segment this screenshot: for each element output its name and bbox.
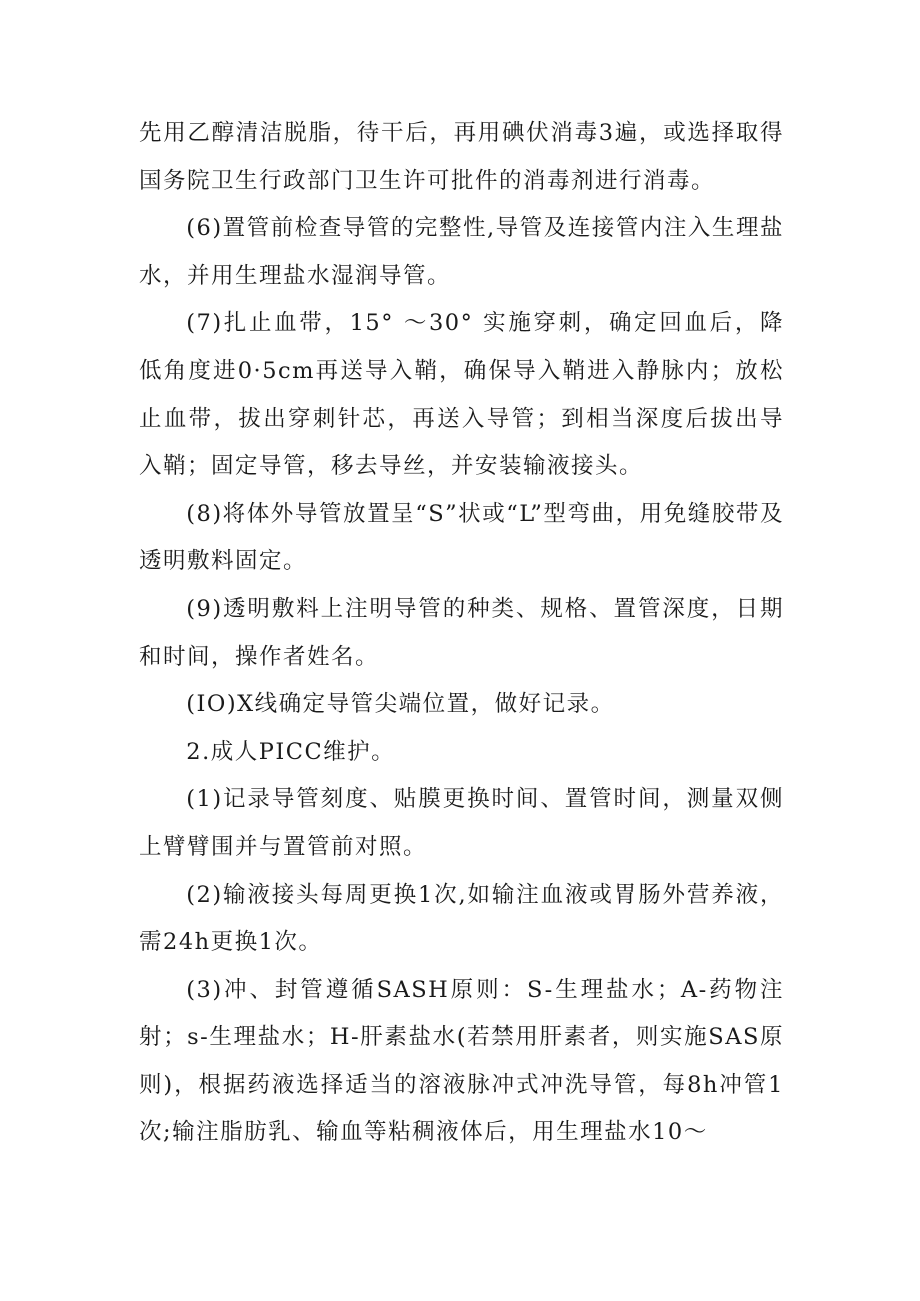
paragraph-step-9: (9)透明敷料上注明导管的种类、规格、置管深度，日期和时间，操作者姓名。 [139,595,784,670]
paragraph-step-6: (6)置管前检查导管的完整性,导管及连接管内注入生理盐水，并用生理盐水湿润导管。 [139,215,784,289]
section-heading-picc-maintenance: 2.成人PICC维护。 [186,738,396,765]
document-body [139,110,784,1157]
paragraph-step-8: (8)将体外导管放置呈“S”状或“L”型弯曲，用免缝胶带及透明敷料固定。 [139,500,784,575]
paragraph-maintenance-1: (1)记录导管刻度、贴膜更换时间、置管时间，测量双侧上臂臂围并与置管前对照。 [139,786,784,860]
paragraph-maintenance-3: (3)冲、封管遵循SASH原则：S-生理盐水；A-药物注射；s-生理盐水；H-肝素盐水(若禁用肝素者，则实施SAS原则)，根据药液选择适当的溶液脉冲式冲洗导管，每8h冲管1次;输注脂肪乳、输血等粘稠液体后，用生理盐水10～ [139,976,784,1146]
paragraph-maintenance-2: (2)输液接头每周更换1次,如输注血液或胃肠外营养液，需24h更换1次。 [139,881,784,956]
paragraph-continued-disinfection: 先用乙醇清洁脱脂，待干后，再用碘伏消毒3遍，或选择取得国务院卫生行政部门卫生许可批件的消毒剂进行消毒。 [139,120,784,194]
paragraph-step-10: (IO)X线确定导管尖端位置，做好记录。 [186,691,615,718]
paragraph-step-7: (7)扎止血带，15° ～30° 实施穿刺，确定回血后，降低角度进0·5cm再送导入鞘，确保导入鞘进入静脉内；放松止血带，拔出穿刺针芯，再送入导管；到相当深度后拔出导入鞘；固定导管，移去导丝，并安装输液接头。 [139,310,784,480]
